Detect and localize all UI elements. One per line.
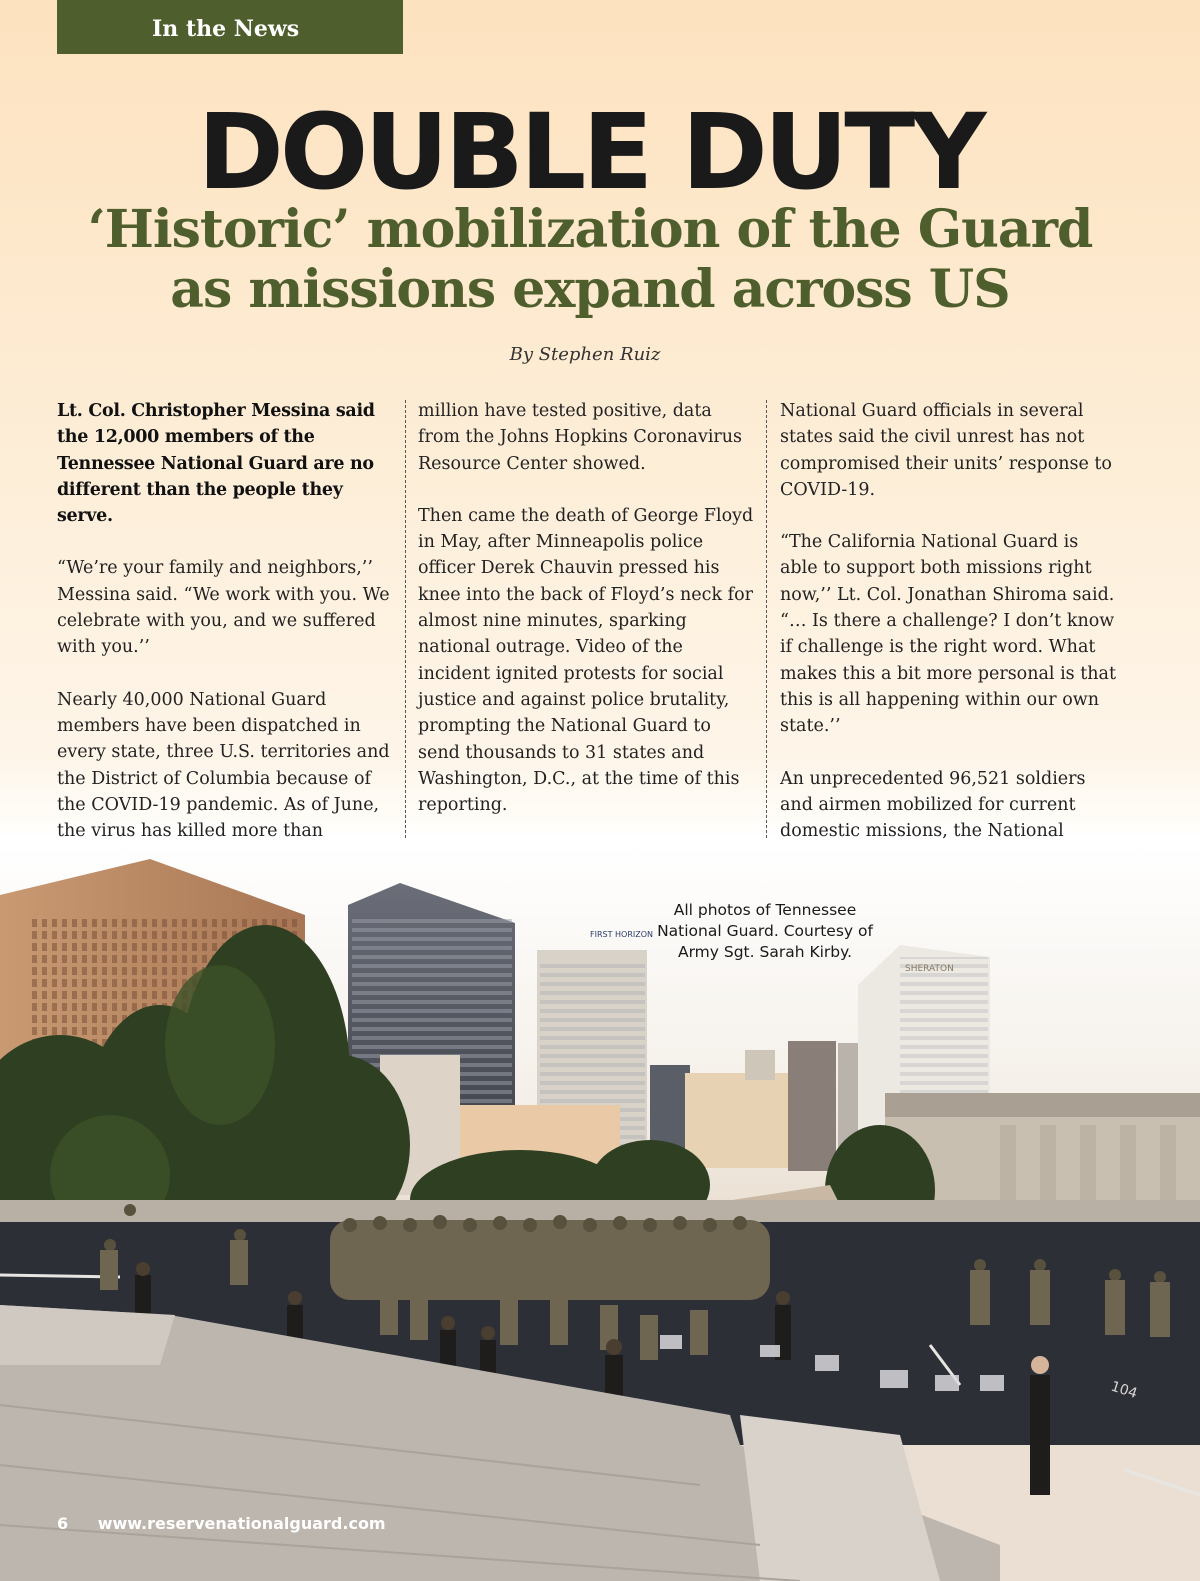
article-subhead <box>0 200 1180 320</box>
website-url[interactable]: www.reservenationalguard.com <box>97 1514 386 1533</box>
paragraph: Then came the death of George Floyd in May, after Minneapolis police officer Derek Chauvin pressed his knee into the back of Floyd’s neck for almost nine minutes, sparking national outrage. Video of the incident ignited protests for social justice and against police brutality, prompting the National Guard to send thousands to 31 states and Washington, D.C., at the time of this reporting. <box>418 505 754 816</box>
text-column-2 <box>418 398 758 844</box>
text-column-3 <box>780 398 1120 870</box>
soldier-formation <box>330 1220 770 1300</box>
subhead-line-2: as missions expand across US <box>170 259 1010 320</box>
paragraph: million have tested positive, data from the Johns Hopkins Coronavirus Resource Center showed. <box>418 401 743 474</box>
paragraph: Nearly 40,000 National Guard members have been dispatched in every state, three U.S. territories and the District of Columbia because of the COVID-19 pandemic. As of June, the virus has killed more than <box>57 689 390 842</box>
column-divider <box>405 400 406 838</box>
page-number: 6 <box>57 1514 69 1533</box>
section-label: In the News <box>152 16 300 42</box>
feature-photo <box>0 845 1200 1581</box>
column-divider <box>766 400 767 838</box>
section-tab <box>57 0 403 54</box>
hotel-sign: SHERATON <box>905 964 954 974</box>
subhead-line-1: ‘Historic’ mobilization of the Guard <box>87 199 1093 260</box>
text-column-1 <box>57 398 397 897</box>
photo-illustration <box>0 845 1200 1581</box>
page-footer <box>57 1514 386 1533</box>
retaining-wall <box>0 1200 1200 1222</box>
byline: By Stephen Ruiz <box>509 344 661 365</box>
paragraph: National Guard officials in several states said the civil unrest has not compromised their units’ response to COVID-19. <box>780 401 1112 500</box>
road-marking: 104 <box>1108 1378 1140 1403</box>
article-headline: DOUBLE DUTY <box>197 91 983 213</box>
lead-paragraph: Lt. Col. Christopher Messina said the 12,000 members of the Tennessee National Guard are no different than the people they serve. <box>57 401 375 527</box>
sign-text: FIRST HORIZON <box>590 930 654 939</box>
paragraph: “We’re your family and neighbors,’’ Messina said. “We work with you. We celebrate with you, and we suffered with you.’’ <box>57 558 390 658</box>
paragraph: An unprecedented 96,521 soldiers and airmen mobilized for current domestic missions, the National <box>780 768 1086 842</box>
paragraph: “The California National Guard is able to support both missions right now,’’ Lt. Col. Jonathan Shiroma said. “… Is there a challenge? I don’t know if challenge is the right word. What makes this a bit more personal is that this is all happening within our own state.’’ <box>780 532 1116 737</box>
photo-caption: All photos of Tennessee National Guard. Courtesy of Army Sgt. Sarah Kirby. <box>657 901 873 961</box>
